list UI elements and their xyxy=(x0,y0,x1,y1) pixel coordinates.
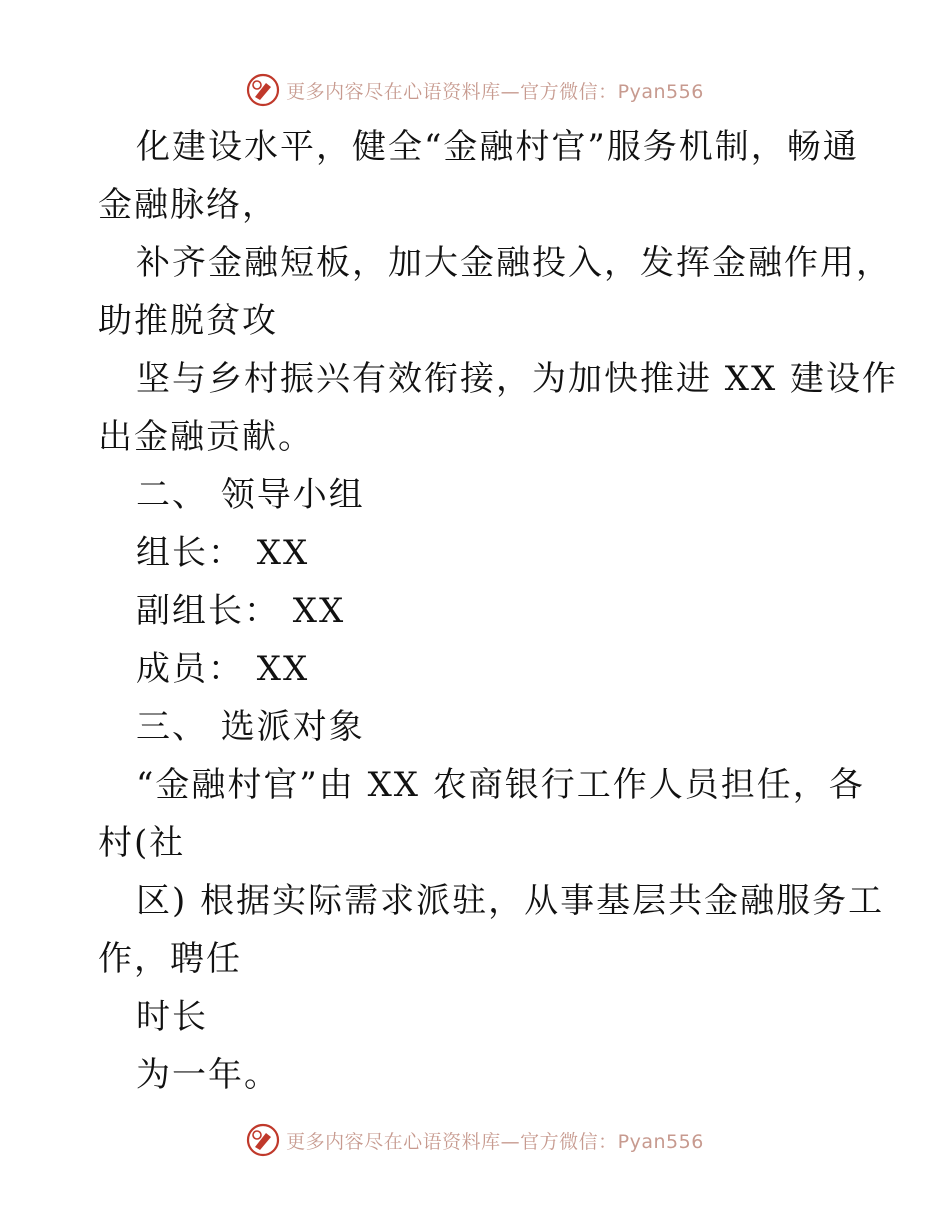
footer-banner xyxy=(0,1120,950,1160)
paragraph-line: 区) 根据实际需求派驻，从事基层共金融服务工 xyxy=(136,881,885,921)
pen-nib-logo-icon xyxy=(246,73,280,107)
paragraph-line: 金融脉络， xyxy=(98,185,278,225)
paragraph-line: 出金融贡献。 xyxy=(98,417,314,457)
paragraph-line: 补齐金融短板，加大金融投入，发挥金融作用， xyxy=(136,243,892,283)
paragraph-line: 成员： XX xyxy=(136,649,310,689)
pen-nib-logo-icon xyxy=(246,1123,280,1157)
section-heading: 二、 领导小组 xyxy=(136,475,365,515)
paragraph-line: 助推脱贫攻 xyxy=(98,301,278,341)
paragraph-line: 作，聘任 xyxy=(98,939,242,979)
paragraph-line: 化建设水平，健全“金融村官”服务机制，畅通 xyxy=(136,127,859,167)
paragraph-line: 为一年。 xyxy=(136,1055,280,1095)
footer-banner-text: 更多内容尽在心语资料库—官方微信：Pyan556 xyxy=(286,1130,704,1153)
paragraph-line: 副组长： XX xyxy=(136,591,346,631)
header-banner xyxy=(0,70,950,110)
document-body xyxy=(98,118,899,1104)
header-banner-text: 更多内容尽在心语资料库—官方微信：Pyan556 xyxy=(286,80,704,103)
paragraph-line: 坚与乡村振兴有效衔接，为加快推进 XX 建设作 xyxy=(136,359,899,399)
paragraph-line: 时长 xyxy=(136,997,208,1037)
paragraph-line: 村(社 xyxy=(98,823,186,863)
section-heading: 三、 选派对象 xyxy=(136,707,365,747)
paragraph-line: “金融村官”由 XX 农商银行工作人员担任，各 xyxy=(136,765,865,805)
paragraph-line: 组长： XX xyxy=(136,533,310,573)
